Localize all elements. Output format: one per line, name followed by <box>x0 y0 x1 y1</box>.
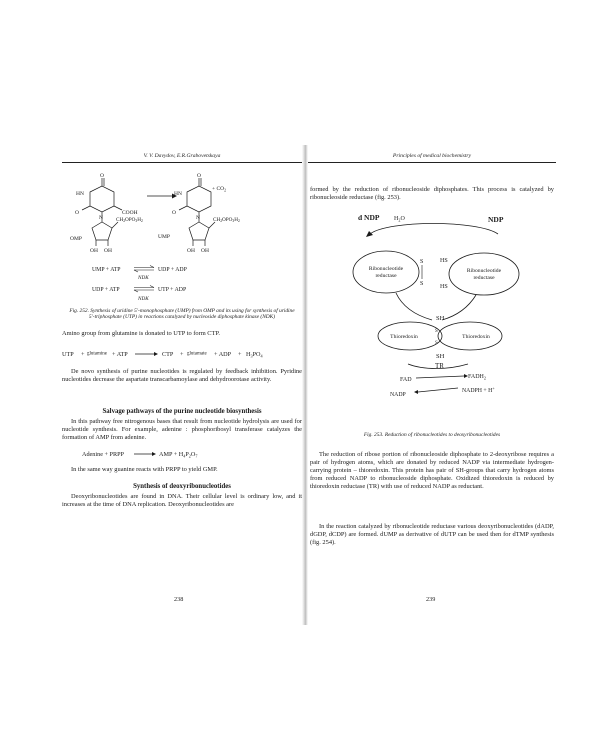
rr-left-line2: reductase <box>375 273 397 279</box>
rr-left-line1: Ribonucleotide <box>368 266 404 272</box>
amp-eq-left: Adenine + PRPP <box>82 451 124 458</box>
ndp-reduction-arc <box>370 224 498 235</box>
fig253-caption: Fig. 253. Reduction of ribonucleotides to deoxyribonucleotides <box>363 432 501 438</box>
omp-to-ump-arrow <box>147 194 177 199</box>
left-page <box>62 150 302 620</box>
omp-cooh: COOH <box>122 210 138 216</box>
reductase-oxidized-ellipse <box>353 251 419 293</box>
ump-o-left: O <box>172 210 176 216</box>
guanine-line: In the same way guanine reacts with PRPP to yield GMP. <box>71 466 218 473</box>
hs2-label: HS <box>440 284 448 290</box>
deoxy-heading: Synthesis of deoxyribonucleotides <box>133 483 231 490</box>
omp-label: OMP <box>70 236 82 242</box>
reductase-reduced-ellipse <box>449 253 519 295</box>
deoxy-paragraph: Deoxyribonucleotides are found in DNA. Their cellular level is ordinary low, and it increases at the time of DNA replication. Deoxyribonucleotides are <box>62 493 302 508</box>
hs1-label: HS <box>440 258 448 264</box>
ctp-eq-plus1: + <box>81 351 85 358</box>
ctp-eq-h3po4: $H_3PO_4$ <box>246 351 263 359</box>
fig252-caption: Fig. 252. Synthesis of uridine 5'-monophosphate (UMP) from OMP and its using for synthesis of uridine 5'-triphosphate (UTP) in reactions catalyzed by nucleoside diphosphate kinase (NDK) <box>69 308 295 321</box>
h2o-label: $H_2O$ <box>394 216 405 223</box>
omp-structure <box>82 178 122 246</box>
dndp-label: d NDP <box>358 213 380 222</box>
ump-hn: HN <box>174 191 182 197</box>
omp-ch2opo3h2: $CH_2OPO_3H_2$ <box>116 217 143 224</box>
arc-arrowhead <box>366 231 373 237</box>
sh-bottom-label: SH <box>436 353 445 360</box>
ump-n: N <box>196 215 200 221</box>
fad-label: FAD <box>400 377 412 383</box>
de-novo-paragraph: De novo synthesis of purine nucleotides is regulated by feedback inhibition. Pyridine nucleotides decrease the aspartate transcarbamoylase and dehydroorotase activity. <box>62 368 302 383</box>
rx1-enzyme: NDK <box>138 275 149 281</box>
thio-right-label: Thioredoxin <box>462 334 490 340</box>
rx1-equilibrium-arrow <box>134 266 154 273</box>
amp-eq-arrowhead <box>152 452 156 456</box>
left-page-number: 238 <box>174 596 184 603</box>
ctp-eq-glutamate: glutamate <box>187 351 207 357</box>
amino-line: Amino group from glutamine is donated to UTP to form CTP. <box>62 330 220 337</box>
fadh2-label: $FADH_2$ <box>468 374 486 381</box>
ump-oh-right: OH <box>201 248 209 254</box>
reduction-paragraph: The reduction of ribose portion of ribonucleoside diphosphate to 2-deoxyribose requires a pair of hydrogen atoms, which are donated by reduced NADP via intermediate hydrogen-carrying protein – thioredoxin. This protein has pair of SH-groups that carry hydrogen atoms from reduced NADP to ribonucleoside diphosphate. Oxidized thioredoxin is reduced by thioredoxin reductase (TR) with use of reduced NADP as reductant. <box>310 451 554 490</box>
ctp-eq-plus3: + <box>180 351 184 358</box>
rx2-equilibrium-arrow <box>134 286 154 293</box>
s1-label: S <box>420 259 424 265</box>
salvage-paragraph: In this pathway free nitrogenous bases that result from nucleotide hydrolysis are used for nucleotide synthesis. For example, adenine : phosphoribosyl transferase catalyzes the formation of AMP from adenine. <box>62 418 302 441</box>
nadp-arrowhead <box>414 390 418 394</box>
right-page-number: 239 <box>426 596 436 603</box>
ndp-label: NDP <box>488 215 504 224</box>
rr-right-line2: reductase <box>473 275 495 281</box>
rx1-left: UMP + ATP <box>92 267 121 273</box>
ump-oh-left: OH <box>187 248 195 254</box>
s2-label: S <box>420 281 424 287</box>
s3-label: S <box>435 329 438 334</box>
ctp-equation <box>62 346 302 362</box>
co2-label: + $CO_2$ <box>212 186 227 193</box>
nadph-to-nadp-arrow <box>418 388 458 392</box>
ctp-eq-ctp: CTP <box>162 351 174 358</box>
ump-structure <box>179 178 215 246</box>
intro-paragraph: formed by the reduction of ribonucleoside diphosphates. This process is catalyzed by ribonucleoside reductase (fig. 253). <box>310 186 554 201</box>
ump-ch2opo3h2: $CH_2OPO_3H_2$ <box>213 217 240 224</box>
cycle-arc-right <box>442 295 476 320</box>
rx2-enzyme: NDK <box>138 296 149 302</box>
ump-label: UMP <box>158 234 170 240</box>
ctp-eq-atp: + ATP <box>112 351 128 358</box>
ctp-eq-glutamine: glutamine <box>87 351 107 357</box>
s4-label: S <box>435 341 438 346</box>
cycle-arc-left <box>396 293 432 320</box>
omp-o-left: O <box>75 210 79 216</box>
rr-right-line1: Ribonucleotide <box>466 268 502 274</box>
figure-253 <box>308 208 556 406</box>
amp-equation <box>62 446 302 462</box>
omp-oh-left: OH <box>90 248 98 254</box>
nadp-label: NADP <box>390 392 406 398</box>
ctp-eq-utp: UTP <box>62 351 74 358</box>
tr-label: TR <box>435 362 444 370</box>
thio-left-label: Thioredoxin <box>390 334 418 340</box>
right-page <box>308 150 556 620</box>
rx2-right: UTP + ADP <box>158 287 187 293</box>
fad-to-fadh2-arrow <box>416 376 464 378</box>
salvage-heading: Salvage pathways of the purine nucleotide biosynthesis <box>102 408 262 415</box>
right-running-header: Principles of medical biochemistry <box>308 150 556 163</box>
sh-top-label: SH <box>436 315 445 322</box>
left-running-header: V. V. Davydov, E.R.Grabovetskaya <box>62 150 302 163</box>
nadph-label: NADPH + H+ <box>462 385 495 394</box>
rx1-right: UDP + ADP <box>158 267 187 273</box>
reaction-paragraph: In the reaction catalyzed by ribonucleotide reductase various deoxyribonucleotides (dADP, dGDP, dCDP) are formed. dUMP as derivative of dUTP can be used then for dTMP synthesis (fig. 254). <box>310 523 554 546</box>
figure-252 <box>62 170 302 310</box>
ctp-eq-plus5: + <box>238 351 242 358</box>
ctp-eq-arrowhead <box>154 352 158 356</box>
omp-o-top: O <box>100 173 104 179</box>
omp-n: N <box>99 215 103 221</box>
ump-o-top: O <box>197 173 201 179</box>
omp-oh-right: OH <box>104 248 112 254</box>
ctp-eq-adp: + ADP <box>214 351 232 358</box>
amp-eq-right: AMP + $H_4P_2O_7$ <box>159 451 198 459</box>
omp-hn: HN <box>76 191 84 197</box>
rx2-left: UDP + ATP <box>92 287 120 293</box>
